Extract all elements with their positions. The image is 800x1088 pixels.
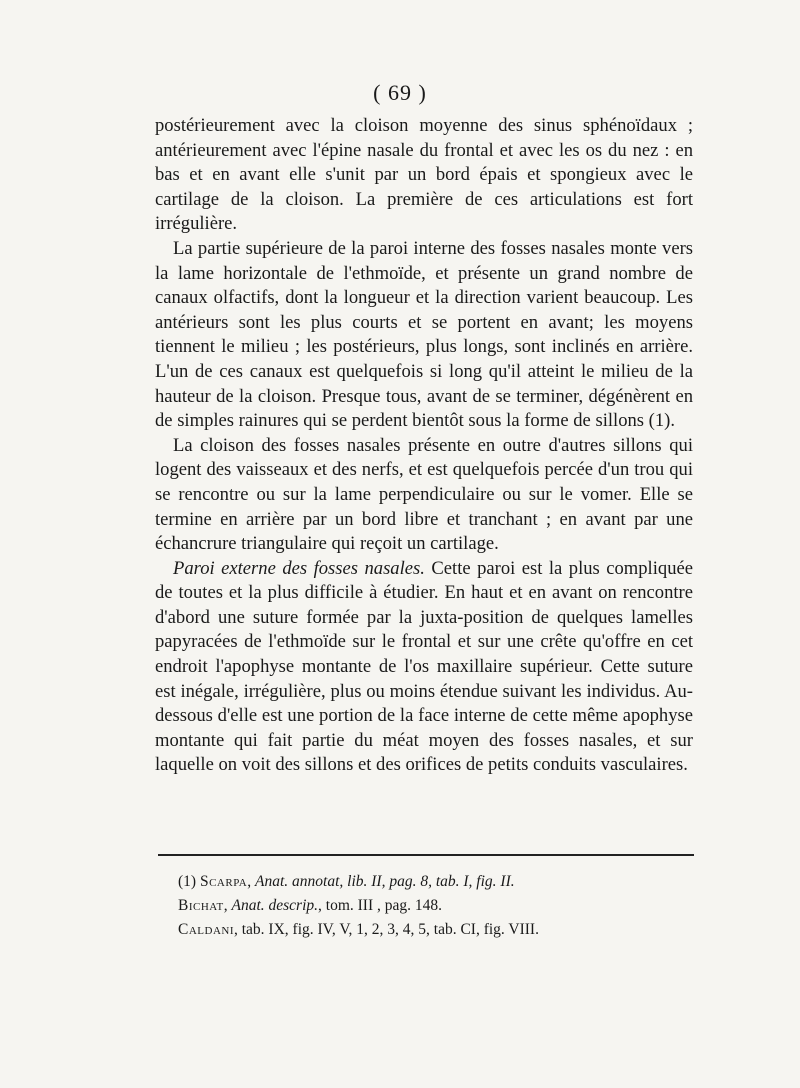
footnote-marker: (1): [178, 873, 197, 890]
footnotes: [178, 870, 698, 942]
footnote-reference: Anat. annotat, lib. II, pag. 8, tab. I, fig. II.: [255, 873, 515, 890]
footnote-author: Bichat: [178, 897, 224, 914]
footnote-author: Caldani: [178, 921, 234, 938]
footnote-rule: [158, 854, 694, 856]
body-text: [155, 114, 693, 778]
paragraph-4-text: Cette paroi est la plus compliquée de toutes et la plus difficile à étudier. En haut et en avant on rencontre d'abord une suture formée par la juxta-position de quelques lamelles papyracées de l'ethmoïde sur le frontal et sur une crête qu'offre en cet endroit l'apophyse montante de l'os maxillaire supérieur. Cette suture est inégale, irrégulière, plus ou moins étendue suivant les individus. Au-dessous d'elle est une portion de la face interne de cette même apophyse montante qui fait partie du méat moyen des fosses nasales, et sur laquelle on voit des sillons et des orifices de petits conduits vasculaires.: [155, 557, 693, 776]
footnote-caldani: [178, 918, 698, 942]
footnote-reference-italic: Anat. descrip.: [231, 897, 319, 914]
paragraph-3: La cloison des fosses nasales présente en outre d'autres sillons qui logent des vaisseaux et des nerfs, et est quelquefois percée d'un trou qui se rencontre ou sur la lame perpendiculaire ou sur le vomer. Elle se termine en arrière par un bord libre et tranchant ; en avant par une échancrure triangulaire qui reçoit un cartilage.: [155, 434, 693, 555]
footnote-author: Scarpa: [199, 873, 248, 890]
footnote-sep: ,: [234, 921, 242, 938]
footnote-reference: tab. IX, fig. IV, V, 1, 2, 3, 4, 5, tab. CI, fig. VIII.: [241, 921, 539, 938]
page-number: ( 69 ): [373, 80, 427, 105]
footnote-bichat: [178, 894, 698, 918]
paragraph-4: [155, 557, 693, 778]
footnote-reference: , tom. III , pag. 148.: [318, 897, 442, 914]
paragraph-1: postérieurement avec la cloison moyenne des sinus sphénoïdaux ; antérieurement avec l'épine nasale du frontal et avec les os du nez : en bas et en avant elle s'unit par un bord épais et spongieux avec le cartilage de la cloison. La première de ces articulations est fort irrégulière.: [155, 115, 693, 235]
footnote-sep: ,: [223, 897, 232, 914]
footnote-sep: ,: [247, 873, 255, 890]
section-heading-paroi-externe: Paroi externe des fosses nasales.: [173, 557, 425, 579]
paragraph-2: La partie supérieure de la paroi interne des fosses nasales monte vers la lame horizontale de l'ethmoïde, et présente un grand nombre de canaux olfactifs, dont la longueur et la direction varient beaucoup. Les antérieurs sont les plus courts et se portent en avant; les moyens tiennent le milieu ; les postérieurs, plus longs, sont inclinés en arrière. L'un de ces canaux est quelquefois si long qu'il atteint le milieu de la hauteur de la cloison. Presque tous, avant de se terminer, dégénèrent en de simples rainures qui se perdent bientôt sous la forme de sillons (1).: [155, 237, 693, 432]
footnote-scarpa: [178, 870, 698, 894]
